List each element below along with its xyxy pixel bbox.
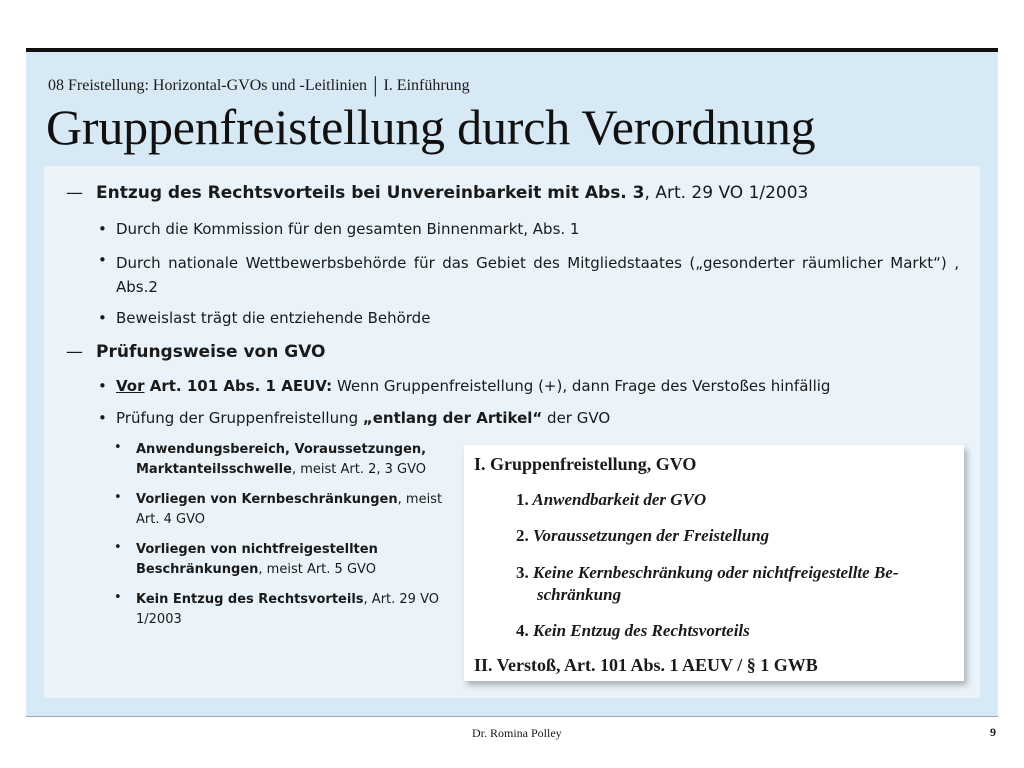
bullet-icon: • (114, 440, 122, 455)
point-withdrawal-heading: Entzug des Rechtsvorteils bei Unvereinbarkeit mit Abs. 3 (96, 183, 645, 203)
point-examination (66, 342, 326, 362)
article-reference: Art. 101 Abs. 1 AEUV: (144, 377, 333, 395)
list-item-text: Durch nationale Wettbewerbsbehörde für das Gebiet des Mitgliedstaates („gesonderter räumlicher Markt“) , Abs.2 (116, 254, 959, 296)
page-number: 9 (990, 725, 996, 739)
bullet-icon: • (114, 540, 122, 555)
emphasis-along-articles: „entlang der Artikel“ (362, 409, 543, 427)
bullet-icon: • (98, 377, 107, 395)
excerpt-item: 3. Keine Kernbeschränkung oder nichtfreigestellte Be- (516, 563, 899, 582)
list-item-text (116, 409, 610, 427)
point-examination-heading: Prüfungsweise von GVO (96, 342, 326, 362)
sub-list-item-text: Vorliegen von Kernbeschränkungen, meist Art. 4 GVO (136, 492, 443, 527)
excerpt-item: 1. Anwendbarkeit der GVO (516, 490, 707, 509)
footer-author: Dr. Romina Polley (472, 726, 562, 740)
bullet-icon: • (98, 409, 107, 427)
breadcrumb-chapter: I. Einführung (383, 77, 470, 94)
excerpt-heading-2: II. Verstoß, Art. 101 Abs. 1 AEUV / § 1 GWB (474, 655, 818, 675)
breadcrumb-separator: | (373, 72, 378, 97)
list-item-post: der GVO (542, 409, 611, 427)
sub-list-item-text: Vorliegen von nichtfreigestellten Beschränkungen, meist Art. 5 GVO (136, 542, 378, 577)
emphasis-vor: Vor (116, 377, 145, 395)
dash-marker: — (66, 342, 83, 362)
page-title: Gruppenfreistellung durch Verordnung (46, 99, 816, 155)
excerpt-item: 2. Voraussetzungen der Freistellung (516, 526, 770, 545)
bullet-icon: • (98, 220, 107, 238)
excerpt-item: 4. Kein Entzug des Rechtsvorteils (516, 621, 750, 640)
sub-list-item-text: Anwendungsbereich, Voraussetzungen, Marktanteilsschwelle, meist Art. 2, 3 GVO (136, 442, 427, 477)
bullet-icon: • (98, 251, 107, 269)
point-withdrawal (66, 183, 808, 203)
breadcrumb-section: 08 Freistellung: Horizontal-GVOs und -Leitlinien (48, 77, 368, 94)
point-withdrawal-reference: , Art. 29 VO 1/2003 (644, 183, 809, 203)
list-item-text (116, 377, 830, 395)
bullet-icon: • (114, 490, 122, 505)
list-item-text: Beweislast trägt die entziehende Behörde (116, 309, 431, 327)
sub-list-item-text: Kein Entzug des Rechtsvorteils, Art. 29 VO 1/2003 (136, 592, 439, 627)
footer-rule (26, 716, 998, 717)
list-item-text: Durch die Kommission für den gesamten Binnenmarkt, Abs. 1 (116, 220, 580, 238)
scanned-excerpt (464, 445, 964, 681)
list-item-pre: Prüfung der Gruppenfreistellung (116, 409, 363, 427)
dash-marker: — (66, 183, 83, 203)
bullet-icon: • (98, 309, 107, 327)
excerpt-item-continued: schränkung (537, 585, 622, 604)
excerpt-heading-1: I. Gruppenfreistellung, GVO (474, 454, 697, 474)
bullet-icon: • (114, 590, 122, 605)
breadcrumb (48, 70, 470, 96)
list-item-rest: Wenn Gruppenfreistellung (+), dann Frage des Verstoßes hinfällig (332, 377, 831, 395)
